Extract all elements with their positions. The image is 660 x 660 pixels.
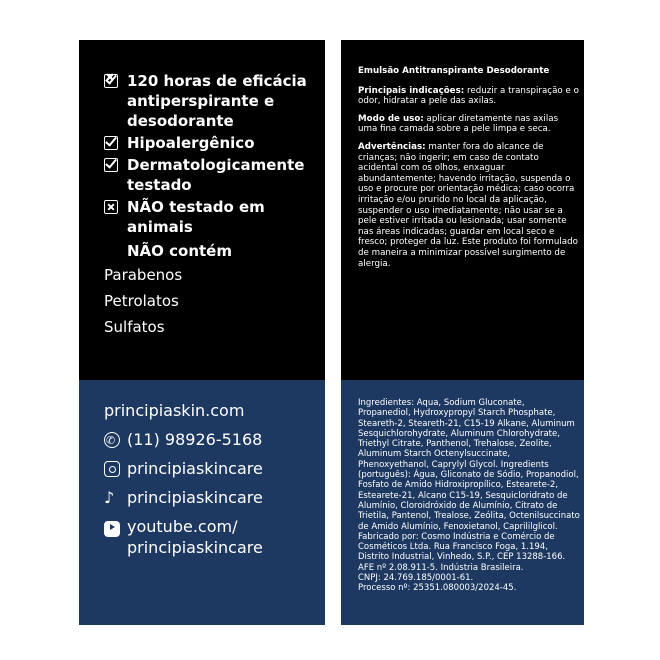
youtube-icon: [104, 521, 120, 537]
indications-paragraph: [358, 86, 580, 107]
claim-text: Hipoalergênico: [127, 134, 255, 152]
check-icon: [104, 158, 118, 172]
whatsapp-text: (11) 98926-5168: [127, 430, 263, 449]
ingredients-text: Ingredientes: Aqua, Sodium Gluconate, Propanediol, Hydroxypropyl Starch Phosphate, Steareth-2, Steareth-21, C15-19 Alkane, Aluminum Sesquichlorohydrate, Aluminum Chlorohydrate, Triethyl Citrate, Panthenol, Trehalose, Zeolite, Aluminum Starch Octenylsuccinate, Phenoxyethanol, Caprylyl Glycol. Ingredients (português): Água, Gliconato de Sódio, Propanodiol, Fosfato de Amido Hidroxipropílico, Estearete-2, Estearete-21, Alcano C15-19, Sesquicloridrato de Alumínio, Cloroidróxido de Alumínio, Citrato de Trietila, Pantenol, Trealose, Zeólita, Octenilsuccinato de Amido Alumínio, Fenoxietanol, Caprililglicol.: [358, 398, 580, 532]
website-link[interactable]: [104, 400, 319, 421]
claims-list: [104, 71, 319, 343]
product-title: Emulsão Antitranspirante Desodorante: [358, 66, 550, 76]
claim-text: 120 horas de eficácia antiperspirante e desodorante: [127, 72, 307, 130]
claim-item: [104, 197, 319, 237]
claim-item: [104, 133, 319, 153]
website-text: principiaskin.com: [104, 401, 245, 420]
claim-item: [104, 155, 319, 195]
process-text: Processo nº: 25351.080003/2024-45.: [358, 583, 517, 594]
usage-label: Modo de uso:: [358, 113, 424, 124]
tiktok-link[interactable]: [104, 487, 319, 508]
tiktok-icon: ♪: [104, 488, 115, 507]
usage-paragraph: [358, 114, 580, 135]
contacts-list: [104, 400, 319, 566]
tiktok-text: principiaskincare: [127, 488, 263, 507]
product-info: [358, 66, 580, 276]
check-icon: [104, 136, 118, 150]
claim-item: [104, 71, 319, 131]
free-from-text: Parabenos: [104, 266, 183, 284]
free-from-item: [104, 291, 319, 311]
instagram-link[interactable]: [104, 458, 319, 479]
indications-text: reduzir a transpiração e o odor, hidratar a pele das axilas.: [358, 85, 579, 107]
indications-label: Principais indicações:: [358, 85, 465, 96]
instagram-text: principiaskincare: [127, 459, 263, 478]
youtube-link[interactable]: [104, 516, 319, 558]
warnings-text: manter fora do alcance de crianças; não ingerir; em caso de contato acidental com os olhos, enxaguar abundantemente; havendo irritação, suspenda o uso e procure por orientação médica; caso ocorra irritação e/ou prurido no local da aplicação, suspender o uso imediatamente; não usar se a pele estiver irritada ou lesionada; usar somente nas áreas indicadas; guardar em local seco e fresco; proteger da luz. Este produto foi formulado de maneira a minimizar possível surgimento de alergia.: [358, 141, 578, 269]
no-contain-heading: NÃO contém: [127, 242, 232, 260]
usage-text: aplicar diretamente nas axilas uma fina camada sobre a pele limpa e seca.: [358, 113, 559, 135]
free-from-item: [104, 265, 319, 285]
claim-text: NÃO testado em animais: [127, 198, 265, 236]
cnpj-text: CNPJ: 24.769.185/0001-61.: [358, 573, 474, 584]
ingredients-block: [358, 398, 580, 594]
free-from-text: Petrolatos: [104, 292, 179, 310]
warnings-label: Advertências:: [358, 141, 426, 152]
whatsapp-link[interactable]: [104, 429, 319, 450]
claim-text: Dermatologicamente testado: [127, 156, 305, 194]
warnings-paragraph: [358, 142, 580, 269]
free-from-item: [104, 317, 319, 337]
manufacturer-text: Fabricado por: Cosmo Indústria e Comércio de Cosméticos Ltda. Rua Francisco Foga, 1.194, Distrito Industrial, Vinhedo, S.P., CEP 13288-166. AFE nº 2.08.911-5. Indústria Brasileira.: [358, 531, 566, 573]
cross-icon: [104, 200, 118, 214]
youtube-text: youtube.com/ principiaskincare: [127, 517, 263, 557]
free-from-text: Sulfatos: [104, 318, 165, 336]
instagram-icon: [104, 461, 120, 477]
whatsapp-icon: [104, 432, 120, 448]
